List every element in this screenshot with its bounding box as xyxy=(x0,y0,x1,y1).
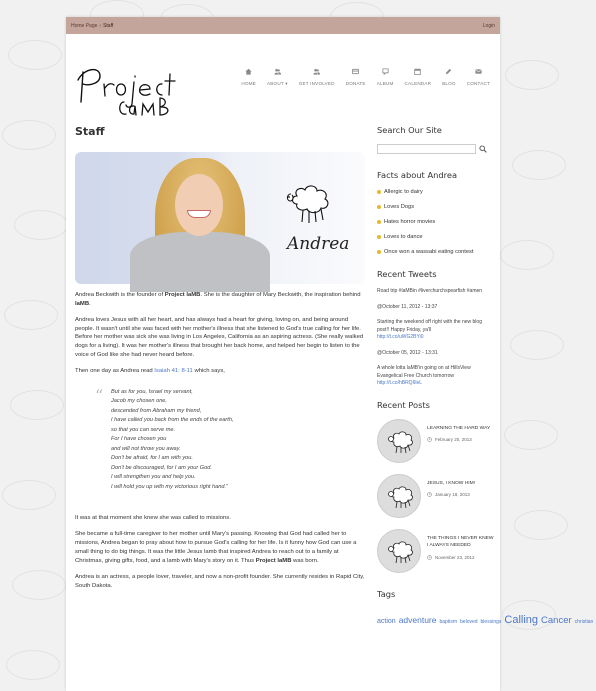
nav-get-involved-label: GET INVOLVED xyxy=(298,81,335,86)
album-icon xyxy=(382,68,389,75)
closing-paragraph: Andrea is an actress, a people lover, traveler, and now a non-profit founder. She currently resides in Rapid City, South Dakota. xyxy=(75,573,365,589)
posts-list xyxy=(377,419,495,573)
nav-album-label: ALBUM xyxy=(376,81,394,86)
page-title: Staff xyxy=(75,125,105,138)
tag-link[interactable]: blessings xyxy=(480,618,502,625)
tweets-title: Recent Tweets xyxy=(377,269,437,279)
facts-list xyxy=(377,189,495,255)
main-content xyxy=(75,125,365,590)
nav-donate-label: DONATE xyxy=(345,81,366,86)
post-date: January 18, 2013 xyxy=(427,492,475,497)
users-icon xyxy=(313,68,320,75)
bullet-icon xyxy=(377,205,381,209)
nav-donate[interactable] xyxy=(346,68,366,87)
list-item: Loves to dance xyxy=(377,234,495,240)
list-item[interactable] xyxy=(377,474,495,518)
tweet: Road trip #laMBin #liverchurchspearfish #amen xyxy=(377,288,483,294)
home-icon xyxy=(245,68,252,75)
tag-link[interactable]: baptism xyxy=(439,618,458,625)
list-item[interactable] xyxy=(377,529,495,573)
search-form xyxy=(377,144,495,154)
top-bar xyxy=(66,17,500,34)
sheep-icon xyxy=(386,484,414,510)
staff-photo xyxy=(75,152,365,284)
calling-paragraph: It was at that moment she knew she was called to missions. xyxy=(75,515,231,522)
tag-link[interactable]: Cancer xyxy=(541,614,572,626)
nav-home-label: HOME xyxy=(241,81,257,86)
scripture-link[interactable]: Isaiah 41: 8-11 xyxy=(154,368,193,375)
site-header xyxy=(66,34,500,102)
bullet-icon xyxy=(377,235,381,239)
clock-icon xyxy=(427,555,432,560)
search-title: Search Our Site xyxy=(377,125,442,135)
clock-icon xyxy=(427,492,432,497)
breadcrumb-separator: › xyxy=(99,22,102,29)
breadcrumb xyxy=(71,23,113,29)
post-thumbnail[interactable] xyxy=(377,419,421,463)
list-item[interactable] xyxy=(377,419,495,463)
post-date: November 23, 2012 xyxy=(427,555,495,560)
bullet-icon xyxy=(377,250,381,254)
posts-title: Recent Posts xyxy=(377,399,430,410)
tag-link[interactable]: Calling xyxy=(504,613,539,626)
bio-paragraph: Andrea loves Jesus with all her heart, and has always had a heart for giving, loving on, and being around people. It wasn't until she was faced with her mother's illness that she listened to God's true calling for her life. Before her mother was sick she was living in Los Angeles, California as an aspiring actress. (She really walked dogs for a living). It was her mother's illness that brought her back home, and helped her begin to listen to the voice of God like she had never heard before. xyxy=(75,316,364,359)
post-title[interactable]: THE THINGS I NEVER KNEW I ALWAYS NEEDED xyxy=(427,535,494,549)
intro-paragraph: Andrea Beckwith is the founder of Project laMB. She is the daughter of Mary Beckwith, the inspiration behind laMB. xyxy=(75,292,361,307)
bullet-icon xyxy=(377,220,381,224)
nav-home[interactable] xyxy=(241,68,256,87)
nav-about-label: ABOUT ▾ xyxy=(267,81,288,86)
list-item: Once won a wassabi eating contest xyxy=(377,249,495,255)
post-thumbnail[interactable] xyxy=(377,474,421,518)
scripture-intro: Then one day as Andrea read Isaiah 41: 8-11 which says, xyxy=(75,368,225,375)
sheep-icon xyxy=(283,182,333,226)
hero-name: Andrea xyxy=(287,234,350,254)
nav-blog[interactable] xyxy=(442,68,456,87)
login-link[interactable]: Login xyxy=(482,22,495,29)
sheep-icon xyxy=(386,429,414,455)
list-item: Allergic to dairy xyxy=(377,189,495,195)
breadcrumb-home-link[interactable]: Home Page xyxy=(71,22,98,29)
tweet-timestamp: @October 11, 2012 - 13:37 xyxy=(377,303,438,310)
main-nav xyxy=(230,68,490,87)
nav-contact[interactable] xyxy=(467,68,490,87)
card-icon xyxy=(352,68,359,75)
bullet-icon xyxy=(377,190,381,194)
post-thumbnail[interactable] xyxy=(377,529,421,573)
sheep-icon xyxy=(386,539,414,565)
nav-calendar[interactable] xyxy=(405,68,432,87)
nav-album[interactable] xyxy=(377,68,394,87)
nav-contact-label: CONTACT xyxy=(466,81,490,86)
tweets-list xyxy=(377,288,495,388)
nav-about[interactable] xyxy=(267,68,288,87)
post-title[interactable]: JESUS, I KNOW HIM! xyxy=(427,480,476,486)
list-item: Loves Dogs xyxy=(377,204,495,210)
tweet: Starting the weekend off right with the new blog post!! Happy Friday, ya'll http://t.co/uWG2BYi0 xyxy=(377,319,482,340)
nav-blog-label: BLOG xyxy=(442,81,456,86)
tweet-timestamp: @October 05, 2012 - 13:31 xyxy=(377,349,438,356)
nav-get-involved[interactable] xyxy=(299,68,335,87)
facts-title: Facts about Andrea xyxy=(377,170,458,180)
search-icon[interactable] xyxy=(479,145,487,153)
list-item: Hates horror movies xyxy=(377,219,495,225)
tag-link[interactable]: christian xyxy=(574,618,594,625)
pencil-icon xyxy=(445,68,452,75)
tag-link[interactable]: action xyxy=(377,617,396,625)
breadcrumb-current: Staff xyxy=(103,22,114,29)
site-logo[interactable] xyxy=(74,62,184,120)
tweet: A whole lotta laMB'in going on at HillsView Evangelical Free Church tomorrow http://t.co/hBRQ6leL xyxy=(377,365,471,386)
quote-mark-icon: “ xyxy=(95,385,104,405)
tags-title: Tags xyxy=(377,588,396,599)
search-input[interactable] xyxy=(377,144,476,154)
scripture-quote: “ But as for you, Israel my servant, Jacob my chosen one, descended from Abraham my friend, I have called you back from the ends of the earth, so that you can serve me. For I have chosen you and will not throw you away. Don't be afraid, for I am with you. Don't be discouraged, for I am your God. I will strengthen you and help you. I will hold you up with my victorious right hand." xyxy=(95,388,365,493)
tweet-link[interactable]: http://t.co/uWG2BYi0 xyxy=(377,334,424,340)
page-container xyxy=(66,17,594,691)
post-title[interactable]: LEARNING THE HARD WAY xyxy=(427,425,491,431)
clock-icon xyxy=(427,437,432,442)
tag-link[interactable]: adventure xyxy=(398,614,437,625)
mail-icon xyxy=(475,68,482,75)
calendar-icon xyxy=(414,68,421,75)
sidebar xyxy=(377,125,594,630)
tag-link[interactable]: beloved xyxy=(460,618,478,625)
tag-cloud xyxy=(377,608,594,630)
post-date: February 20, 2013 xyxy=(427,437,490,442)
mission-paragraph: She became a full-time caregiver to her mother until Mary's passing. Knowing that God had called her to missions, Andrea began to pray about how to pursue God's calling for her life. Is it funny how God can use a small thing to do big things. It was the little Jesus lamb that inspired Andrea to reach out to a family at Christmas, giving gifts, food, and a lamb with Mary's story on it. Thus Project laMB was born. xyxy=(75,531,357,564)
users-icon xyxy=(274,68,281,75)
nav-calendar-label: CALENDAR xyxy=(404,81,432,86)
tweet-link[interactable]: http://t.co/hBRQ6leL xyxy=(377,380,423,386)
